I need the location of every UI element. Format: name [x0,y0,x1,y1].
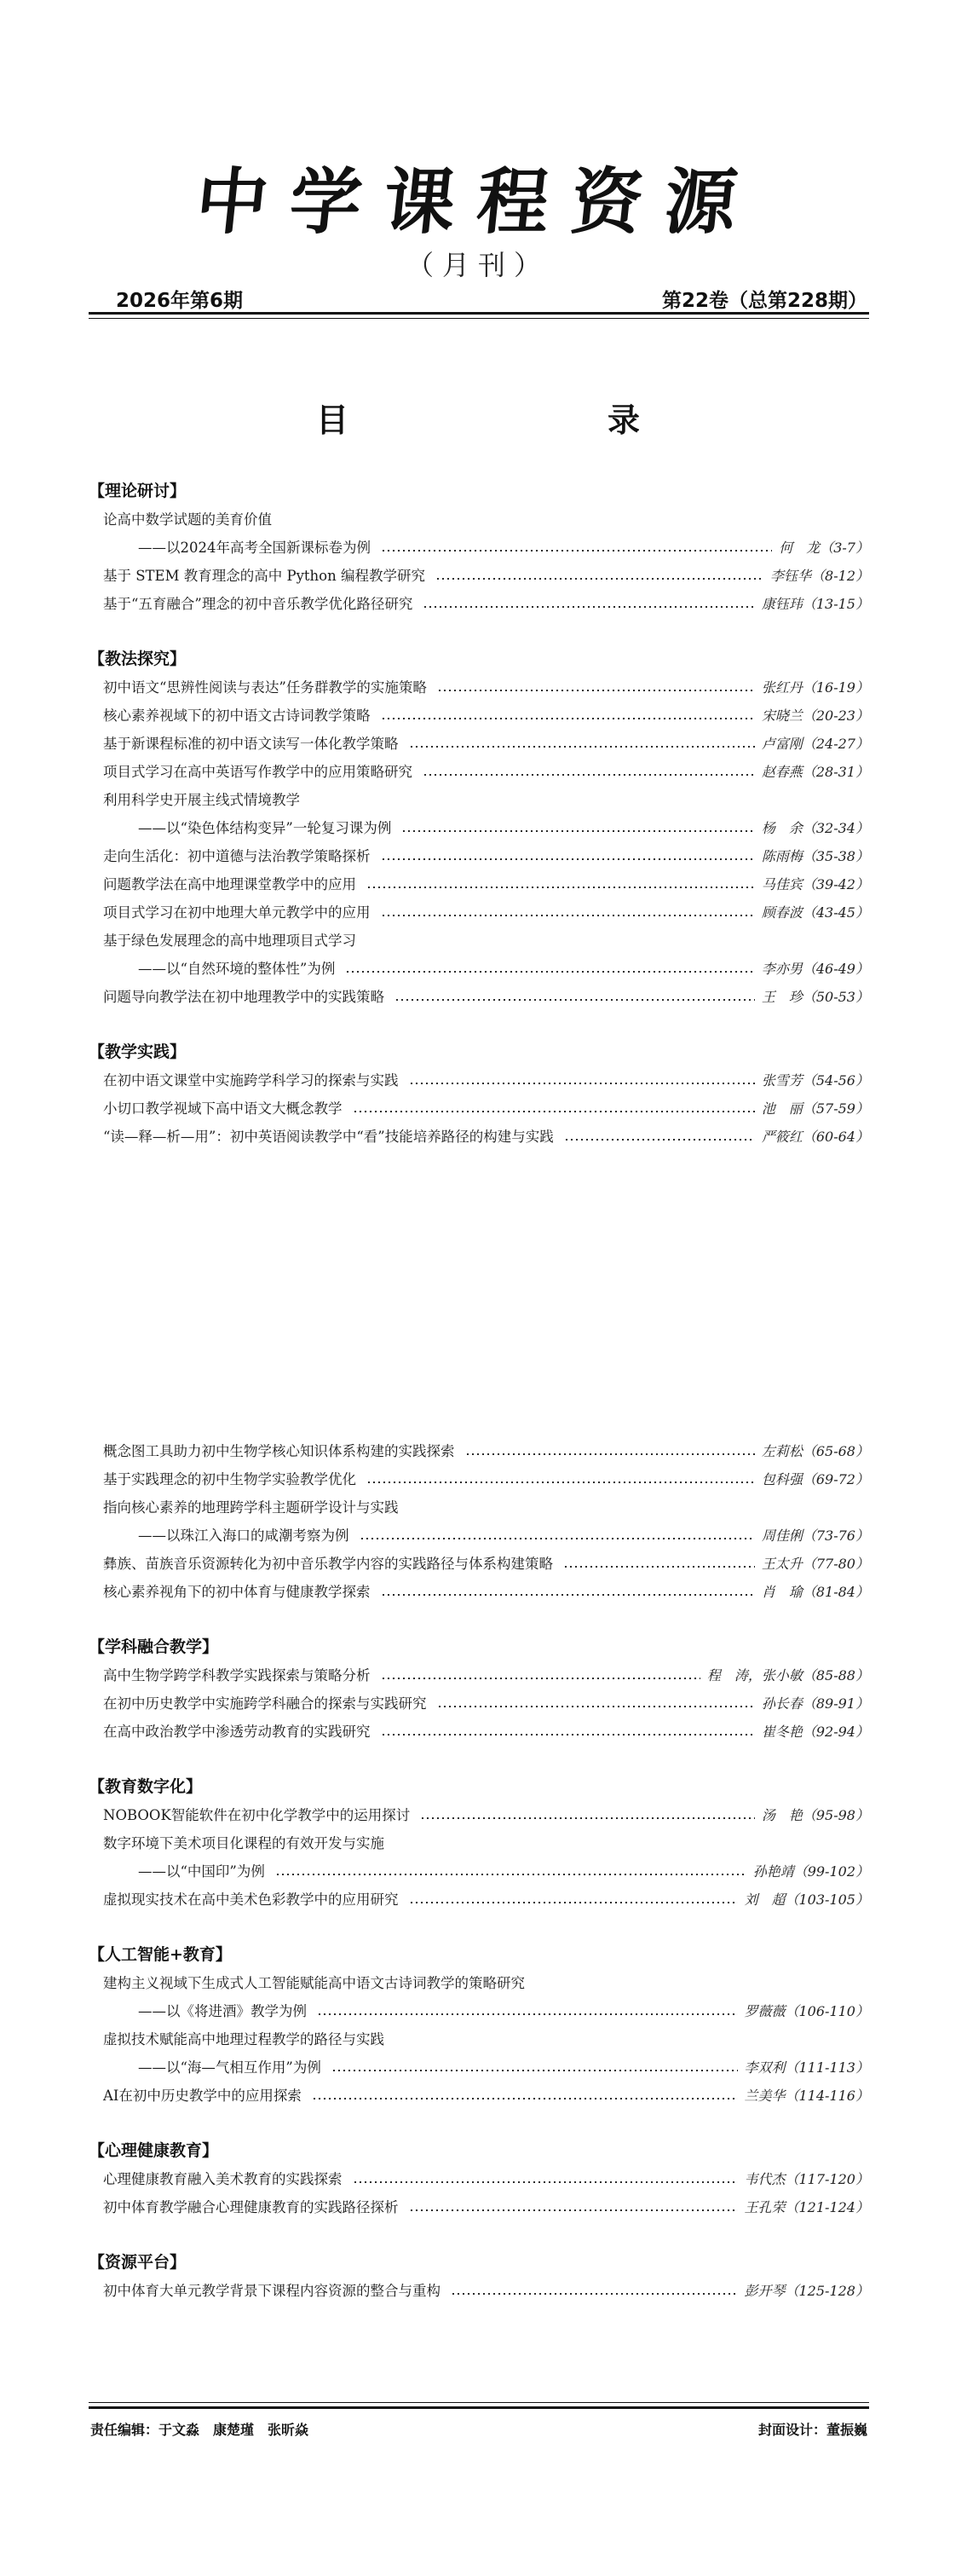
entry-title: 问题教学法在高中地理课堂教学中的应用 [103,876,356,892]
toc-entry[interactable] [89,758,869,786]
leader-dots [401,830,754,832]
leader-dots [420,1817,755,1819]
entry-author-pages: 左莉松（65-68） [761,1443,869,1459]
entry-author-pages: 陈雨梅（35-38） [761,848,869,864]
journal-title: 中学课程资源 [192,159,763,244]
header-rule-thick [89,312,869,315]
toc-lower-block [89,1437,869,2332]
entry-title: 利用科学史开展主线式情境教学 [103,792,300,808]
entry-title: 在高中政治教学中渗透劳动教育的实践研究 [103,1724,371,1740]
section-title: 【资源平台】 [89,2253,187,2272]
entry-author-pages: 兰美华（114-116） [744,2088,869,2104]
entry-author-pages: 张红丹（16-19） [761,679,869,696]
entry-title: AI在初中历史教学中的应用探索 [103,2088,302,2104]
entry-author-pages: 杨 余（32-34） [761,820,869,836]
toc-entry[interactable] [89,2165,869,2193]
toc-entry[interactable] [89,1437,869,1465]
toc-entry[interactable] [89,2025,869,2053]
entry-title: 项目式学习在高中英语写作教学中的应用策略研究 [103,764,412,780]
entry-author-pages: 李钰华（8-12） [770,568,869,584]
toc-entry[interactable] [89,1661,869,1689]
issue-number: 2026年第6期 [116,290,244,312]
toc-entry[interactable] [89,1095,869,1123]
toc-entry[interactable] [89,955,869,983]
toc-entry[interactable] [89,1997,869,2025]
leader-dots [409,2209,738,2211]
toc-section [89,2249,869,2305]
leader-dots [381,1734,755,1736]
entry-author-pages: 李亦男（46-49） [761,961,869,977]
toc-entry[interactable] [89,1123,869,1151]
toc-section [89,645,869,1011]
entry-title: 建构主义视域下生成式人工智能赋能高中语文古诗词教学的策略研究 [103,1975,525,1991]
leader-dots [409,746,755,748]
toc-entry[interactable] [89,1066,869,1095]
section-title: 【理论研讨】 [89,482,187,500]
leader-dots [381,1678,700,1679]
entry-author-pages: 康钰玮（13-15） [761,596,869,612]
toc-entry[interactable] [89,562,869,590]
footer-rule-thick [89,2406,869,2409]
toc-section [89,2137,869,2221]
entry-author-pages: 崔冬艳（92-94） [761,1724,869,1740]
footer-rule-thin [89,2402,869,2403]
entry-title: 基于绿色发展理念的高中地理项目式学习 [103,933,356,949]
entry-author-pages: 孙艳靖（99-102） [752,1863,869,1880]
toc-entry[interactable] [89,702,869,730]
leader-dots [563,1566,755,1568]
toc-entry[interactable] [89,534,869,562]
entry-title: ——以“海—气相互作用”为例 [138,2059,321,2076]
entry-author-pages: 严筱红（60-64） [761,1129,869,1145]
entry-author-pages: 张雪芳（54-56） [761,1072,869,1089]
leader-dots [381,858,755,860]
header-rule-thin [89,318,869,319]
entry-author-pages: 王 珍（50-53） [761,989,869,1005]
entry-title: 项目式学习在初中地理大单元教学中的应用 [103,904,371,921]
entry-author-pages: 韦代杰（117-120） [744,2171,869,2187]
entry-author-pages: 宋晓兰（20-23） [761,708,869,724]
leader-dots [366,887,755,888]
leader-dots [317,2013,738,2015]
entry-author-pages: 何 龙（3-7） [779,540,869,556]
entry-title: 基于“五育融合”理念的初中音乐教学优化路径研究 [103,596,413,612]
leader-dots [435,578,763,580]
editors-credit: 责任编辑：于文淼 康楚瑾 张昕焱 [90,2422,309,2438]
toc-entry[interactable] [89,842,869,870]
entry-author-pages: 李双利（111-113） [744,2059,869,2076]
journal-subtitle: （月刊） [406,249,550,281]
toc-entry[interactable] [89,1550,869,1578]
entry-title: 走向生活化：初中道德与法治教学策略探析 [103,848,371,864]
toc-section [89,1437,869,1606]
leader-dots [345,971,754,973]
entry-title: 基于 STEM 教育理念的高中 Python 编程教学研究 [103,568,425,584]
leader-dots [409,1083,755,1084]
entry-title: 数字环境下美术项目化课程的有效开发与实施 [103,1835,384,1851]
toc-entry[interactable] [89,2082,869,2110]
leader-dots [423,774,755,776]
entry-title: 在初中历史教学中实施跨学科融合的探索与实践研究 [103,1695,427,1712]
toc-entry[interactable] [89,1829,869,1857]
entry-author-pages: 赵春燕（28-31） [761,764,869,780]
entry-author-pages: 罗薇薇（106-110） [744,2003,869,2019]
entry-title: NOBOOK智能软件在初中化学教学中的运用探讨 [103,1807,411,1823]
entry-author-pages: 汤 艳（95-98） [761,1807,869,1823]
entry-author-pages: 包科强（69-72） [761,1471,869,1487]
toc-section [89,1633,869,1746]
leader-dots [451,2293,738,2295]
toc-entry[interactable] [89,786,869,814]
entry-title: ——以2024年高考全国新课标卷为例 [138,540,371,556]
section-title: 【人工智能+教育】 [89,1945,232,1964]
toc-entry[interactable] [89,1522,869,1550]
entry-title: 论高中数学试题的美育价值 [103,511,272,528]
entry-title: 小切口教学视域下高中语文大概念教学 [103,1100,343,1117]
toc-entry[interactable] [89,814,869,842]
leader-dots [465,1453,755,1455]
leader-dots [437,1706,755,1707]
leader-dots [360,1538,755,1539]
toc-entry[interactable] [89,1801,869,1829]
entry-author-pages: 彭开琴（125-128） [744,2283,869,2299]
toc-entry[interactable] [89,870,869,898]
toc-entry[interactable] [89,1578,869,1606]
entry-title: 问题导向教学法在初中地理教学中的实践策略 [103,989,384,1005]
toc-heading: 目 录 [315,401,705,439]
toc-section [89,1941,869,2110]
leader-dots [353,1111,755,1112]
leader-dots [381,718,755,719]
entry-author-pages: 王孔荣（121-124） [744,2199,869,2215]
entry-title: ——以“中国印”为例 [138,1863,265,1880]
entry-author-pages: 刘 超（103-105） [744,1892,869,1908]
entry-author-pages: 王太升（77-80） [761,1556,869,1572]
leader-dots [381,550,772,552]
entry-title: 彝族、苗族音乐资源转化为初中音乐教学内容的实践路径与体系构建策略 [103,1556,553,1572]
toc-entry[interactable] [89,1969,869,1997]
section-title: 【教学实践】 [89,1043,187,1061]
entry-title: ——以珠江入海口的咸潮考察为例 [138,1528,349,1544]
leader-dots [353,2181,738,2183]
cover-design-credit: 封面设计：董振巍 [757,2422,867,2438]
section-title: 【学科融合教学】 [89,1637,219,1656]
entry-author-pages: 马佳宾（39-42） [761,876,869,892]
section-title: 【心理健康教育】 [89,2141,219,2160]
entry-title: 概念图工具助力初中生物学核心知识体系构建的实践探索 [103,1443,455,1459]
toc-upper-block [89,477,869,1178]
leader-dots [331,2070,738,2071]
leader-dots [409,1902,738,1903]
entry-title: 初中体育教学融合心理健康教育的实践路径探析 [103,2199,399,2215]
entry-title: 指向核心素养的地理跨学科主题研学设计与实践 [103,1499,399,1516]
section-title: 【教育数字化】 [89,1777,203,1796]
toc-entry[interactable] [89,1493,869,1522]
entry-title: 核心素养视角下的初中体育与健康教学探索 [103,1584,371,1600]
entry-title: 基于实践理念的初中生物学实验教学优化 [103,1471,356,1487]
toc-entry[interactable] [89,2193,869,2221]
entry-author-pages: 卢富刚（24-27） [761,736,869,752]
section-title: 【教法探究】 [89,650,187,668]
toc-entry[interactable] [89,1689,869,1718]
entry-title: ——以《将进酒》教学为例 [138,2003,307,2019]
entry-title: 核心素养视域下的初中语文古诗词教学策略 [103,708,371,724]
entry-author-pages: 顾春波（43-45） [761,904,869,921]
entry-title: ——以“自然环境的整体性”为例 [138,961,336,977]
toc-entry[interactable] [89,730,869,758]
entry-title: 虚拟技术赋能高中地理过程教学的路径与实践 [103,2031,384,2048]
entry-title: 初中体育大单元教学背景下课程内容资源的整合与重构 [103,2283,441,2299]
leader-dots [275,1874,746,1875]
toc-entry[interactable] [89,2277,869,2305]
toc-entry[interactable] [89,983,869,1011]
toc-entry[interactable] [89,1465,869,1493]
entry-title: 初中语文“思辨性阅读与表达”任务群教学的实施策略 [103,679,427,696]
toc-entry[interactable] [89,1718,869,1746]
leader-dots [312,2098,738,2099]
toc-entry[interactable] [89,673,869,702]
leader-dots [366,1481,755,1483]
toc-entry[interactable] [89,927,869,955]
leader-dots [564,1139,755,1141]
leader-dots [381,1594,755,1596]
entry-author-pages: 孙长春（89-91） [761,1695,869,1712]
toc-section [89,477,869,618]
entry-author-pages: 肖 瑜（81-84） [761,1584,869,1600]
entry-title: 高中生物学跨学科教学实践探索与策略分析 [103,1667,371,1684]
leader-dots [423,606,754,608]
toc-entry[interactable] [89,1857,869,1886]
volume-number: 第22卷（总第228期） [661,290,867,312]
leader-dots [437,690,755,691]
entry-title: “读—释—析—用”：初中英语阅读教学中“看”技能培养路径的构建与实践 [103,1129,554,1145]
entry-title: 在初中语文课堂中实施跨学科学习的探索与实践 [103,1072,399,1089]
toc-entry[interactable] [89,2053,869,2082]
entry-author-pages: 周佳俐（73-76） [761,1528,869,1544]
entry-title: 虚拟现实技术在高中美术色彩教学中的应用研究 [103,1892,399,1908]
leader-dots [394,999,755,1001]
entry-author-pages: 池 丽（57-59） [761,1100,869,1117]
toc-entry[interactable] [89,590,869,618]
entry-title: ——以“染色体结构变异”一轮复习课为例 [138,820,392,836]
toc-entry[interactable] [89,505,869,534]
toc-section [89,1038,869,1151]
toc-entry[interactable] [89,1886,869,1914]
entry-title: 基于新课程标准的初中语文读写一体化教学策略 [103,736,399,752]
entry-author-pages: 程 涛，张小敏（85-88） [706,1667,869,1684]
toc-section [89,1773,869,1914]
entry-title: 心理健康教育融入美术教育的实践探索 [103,2171,343,2187]
leader-dots [381,915,755,916]
toc-entry[interactable] [89,898,869,927]
